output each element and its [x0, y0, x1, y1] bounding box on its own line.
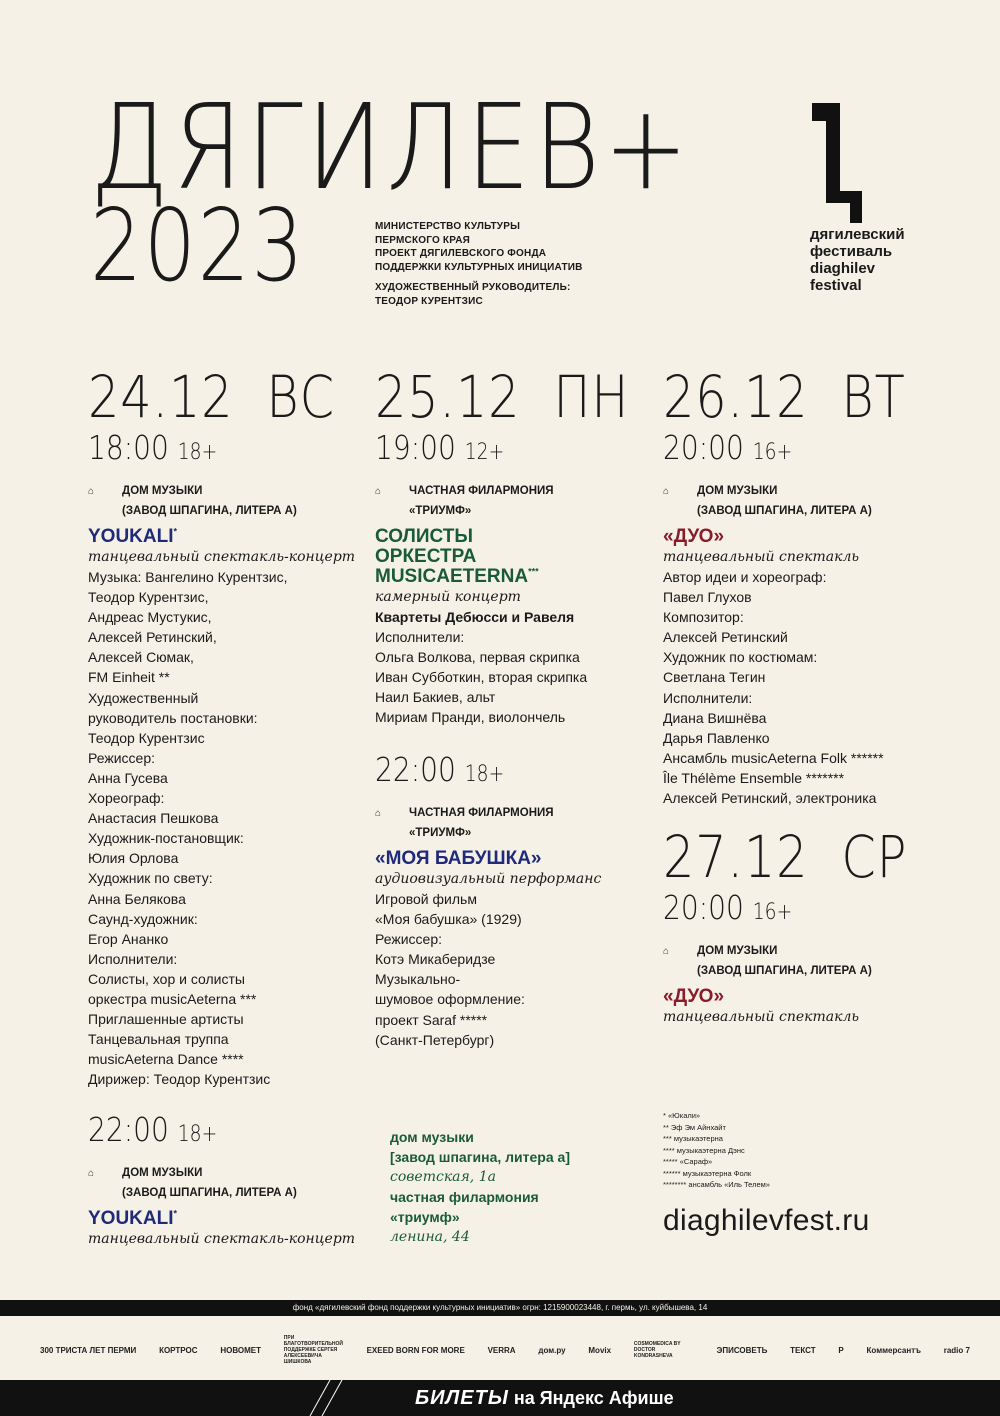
event-credits: Квартеты Дебюсси и Равеля Исполнители: Ольга Волкова, первая скрипка Иван Субботкин, вторая скрипка Наил Бакиев, альт Мириам Пранди, виолончель: [375, 609, 588, 726]
tickets-bar[interactable]: [0, 1380, 1000, 1416]
org-line: ПОДДЕРЖКИ КУЛЬТУРНЫХ ИНИЦИАТИВ: [375, 261, 583, 273]
event-credits: Музыка: Вангелино Курентзис, Теодор Курентзис, Андреас Мустукис, Алексей Ретинский, Алексей Сюмак, FM Einheit ** Художественный руководитель постановки: Теодор Курентзис Режиссер: Анна Гусева Хореограф: Анастасия Пешкова Художник-постановщик: Юлия Орлова Художник по свету: Анна Белякова Саунд-художник: Егор Ананко Исполнители: Солисты, хор и солисты оркестра musicAeterna *** Приглашенные артисты Танцевальная труппа musicAeterna Dance **** Дирижер: Теодор Курентзис: [88, 569, 288, 1088]
brand-slash-icon: [300, 1380, 360, 1416]
partner-logo: radio 7: [943, 1345, 970, 1355]
event-subtitle: танцевальный спектакль: [663, 549, 860, 565]
event-column-24-12: [88, 363, 368, 1089]
house-icon: ⌂: [375, 486, 382, 497]
event-time: 19:00 12+: [375, 428, 505, 467]
event-venue: ⌂ ДОМ МУЗЫКИ (ЗАВОД ШПАГИНА, ЛИТЕРА А): [663, 941, 963, 981]
footnotes: * «Юкали» ** Эф Эм Айнхайт *** музыкаэтерна **** музыкаэтерна Дэнс ***** «Сараф» ****** музыкаэтерна Фолк ******** ансамбль «Иль Телем»: [663, 1111, 770, 1189]
partner-logo: Коммерсантъ: [866, 1345, 921, 1355]
event-credits: Автор идеи и хореограф: Павел Глухов Композитор: Алексей Ретинский Художник по костюмам: Светлана Тегин Исполнители: Диана Вишнёва Дарья Павленко Ансамбль musicAeterna Folk ****** Île Thélème Ensemble ******* Алексей Ретинский, электроника: [663, 569, 884, 807]
event-title: СОЛИСТЫ ОРКЕСТРА MUSICAETERNA***: [375, 526, 539, 587]
event-venue: ⌂ ЧАСТНАЯ ФИЛАРМОНИЯ «ТРИУМФ»: [375, 481, 655, 521]
director-line: ХУДОЖЕСТВЕННЫЙ РУКОВОДИТЕЛЬ:: [375, 282, 571, 293]
event-late-24-12: [88, 1108, 368, 1249]
house-icon: ⌂: [88, 1168, 95, 1179]
org-line: МИНИСТЕРСТВО КУЛЬТУРЫ: [375, 221, 521, 232]
partner-logo: VERRA: [487, 1345, 516, 1355]
partner-logo: ПРИ БЛАГОТВОРИТЕЛЬНОЙ ПОДДЕРЖКЕ СЕРГЕЯ АЛЕКСЕЕВИЧА ШИШКОВА: [283, 1335, 343, 1365]
event-time: 18:00 18+: [88, 428, 218, 467]
festival-logo-text: дягилевский фестиваль diaghilev festival: [810, 226, 905, 294]
partner-logo: Р: [838, 1345, 844, 1355]
org-line: ПРОЕКТ ДЯГИЛЕВСКОГО ФОНДА: [375, 248, 547, 259]
event-title: «МОЯ БАБУШКА»: [375, 848, 542, 869]
event-subtitle: аудиовизуальный перформанс: [375, 871, 602, 887]
event-column-27-12: [663, 823, 963, 1027]
event-venue: ⌂ ДОМ МУЗЫКИ (ЗАВОД ШПАГИНА, ЛИТЕРА А): [88, 1163, 368, 1203]
partner-logo: COSMOMEDICA BY DOCTOR KONDRASHEVA: [633, 1341, 681, 1359]
event-time: 22:00 18+: [88, 1110, 218, 1149]
website-link[interactable]: diaghilevfest.ru: [663, 1204, 870, 1237]
event-time: 20:00 16+: [663, 888, 793, 927]
event-venue: ⌂ ДОМ МУЗЫКИ (ЗАВОД ШПАГИНА, ЛИТЕРА А): [88, 481, 368, 521]
event-date: 27.12 СР: [663, 823, 908, 891]
festival-year: 2023: [90, 187, 306, 304]
partner-logo: ЭПИСОВЕТЬ: [716, 1345, 768, 1355]
house-icon: ⌂: [663, 486, 670, 497]
partner-logo: НОВОМЕТ: [220, 1345, 261, 1355]
org-line: ПЕРМСКОГО КРАЯ: [375, 234, 471, 246]
house-icon: ⌂: [663, 946, 670, 957]
event-subtitle: танцевальный спектакль: [663, 1009, 860, 1025]
event-date: 26.12 ВТ: [663, 363, 906, 431]
event-date: 25.12 ПН: [375, 363, 630, 431]
event-date: 24.12 ВС: [88, 363, 335, 431]
event-venue: ⌂ ЧАСТНАЯ ФИЛАРМОНИЯ «ТРИУМФ»: [375, 803, 655, 843]
legal-footer-bar: фонд «дягилевский фонд поддержки культурных инициатив» огрн: 1215900023448, г. пермь, ул. куйбышева, 14: [0, 1300, 1000, 1316]
partner-logo: дом.ру: [538, 1345, 566, 1355]
partner-logo: Movix: [588, 1345, 612, 1355]
partner-logo: КОРТРОС: [159, 1345, 198, 1355]
event-title: YOUKALI*: [88, 526, 178, 547]
director-line: ТЕОДОР КУРЕНТЗИС: [375, 295, 483, 307]
event-title: «ДУО»: [663, 526, 725, 547]
event-subtitle: танцевальный спектакль-концерт: [88, 1231, 356, 1247]
event-subtitle: танцевальный спектакль-концерт: [88, 549, 356, 565]
partner-logo: EXEED BORN FOR MORE: [366, 1345, 465, 1355]
event-title: YOUKALI*: [88, 1208, 178, 1229]
organizer-block: [375, 220, 583, 308]
event-venue: ⌂ ДОМ МУЗЫКИ (ЗАВОД ШПАГИНА, ЛИТЕРА А): [663, 481, 963, 521]
event-title: «ДУО»: [663, 986, 725, 1007]
event-time: 20:00 16+: [663, 428, 793, 467]
tickets-label[interactable]: БИЛЕТЫ на Яндекс Афише: [415, 1387, 674, 1409]
partner-logos: [40, 1330, 970, 1370]
event-late-25-12: [375, 748, 655, 1050]
festival-logo-icon: [812, 103, 862, 223]
event-column-25-12: [375, 363, 655, 728]
house-icon: ⌂: [375, 808, 382, 819]
partner-logo: ТЕКСТ: [790, 1345, 816, 1355]
house-icon: ⌂: [88, 486, 95, 497]
festival-title: ДЯГИЛЕВ+: [90, 78, 692, 216]
venue-addresses: дом музыки [завод шпагина, литера а] советская, 1а частная филармония «триумф» ленина, 44: [390, 1129, 570, 1245]
event-column-26-12: [663, 363, 963, 808]
event-subtitle: камерный концерт: [375, 589, 521, 605]
partner-logo: 300 ТРИСТА ЛЕТ ПЕРМИ: [40, 1345, 137, 1355]
event-credits: Игровой фильм «Моя бабушка» (1929) Режиссер: Котэ Микаберидзе Музыкально- шумовое оформление: проект Saraf ***** (Санкт-Петербург): [375, 891, 525, 1048]
event-time: 22:00 18+: [375, 750, 505, 789]
